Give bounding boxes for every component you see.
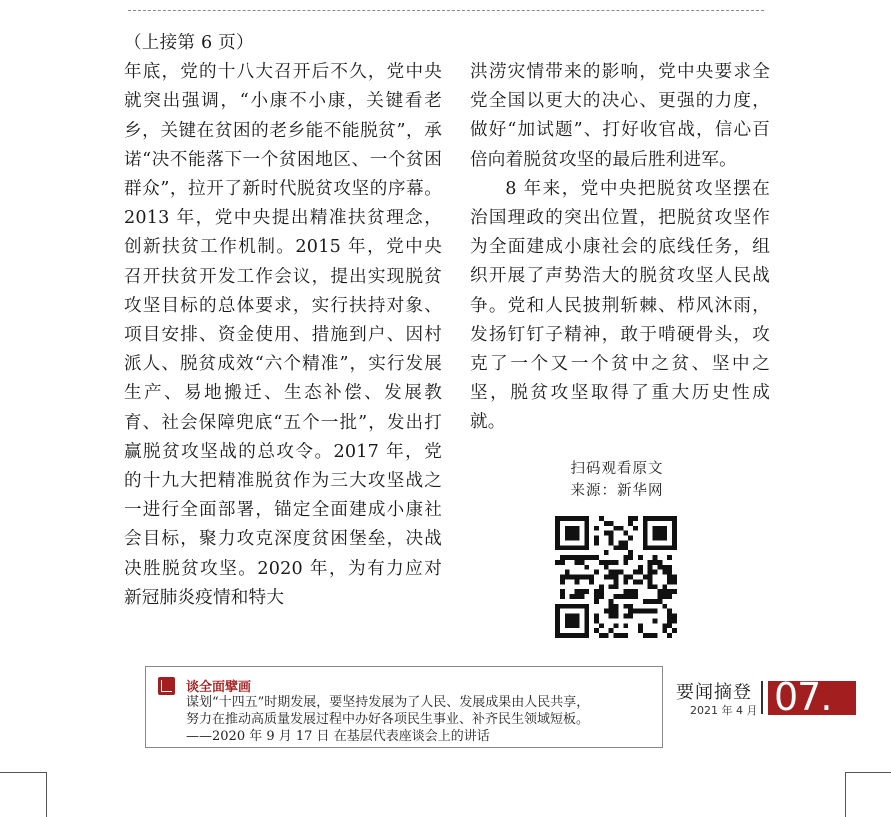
- quote-line-2: 努力在推动高质量发展过程中办好各项民生事业、补齐民生领域短板。: [186, 712, 590, 727]
- left-paragraph: 年底，党的十八大召开后不久，党中央就突出强调，“小康不小康，关键看老乡，关键在贫困的老乡能不能脱贫”，承诺“决不能落下一个贫困地区、一个贫困群众”，拉开了新时代脱贫攻坚的序幕。2013 年，党中央提出精准扶贫理念，创新扶贫工作机制。2015 年，党中央召开扶贫开发工作会议，提出实现脱贫攻坚目标的总体要求，实行扶持对象、项目安排、资金使用、措施到户、因村派人、脱贫成效“六个精准”，实行发展生产、易地搬迁、生态补偿、发展教育、社会保障兜底“五个一批”，发出打赢脱贫攻坚战的总攻令。2017 年，党的十九大把精准脱贫作为三大攻坚战之一进行全面部署，锚定全面建成小康社会目标，聚力攻克深度贫困堡垒，决战决胜脱贫攻坚。2020 年，为有力应对新冠肺炎疫情和特大: [124, 62, 442, 608]
- section-title: 要闻摘登: [676, 682, 752, 703]
- quote-box: [145, 666, 663, 748]
- crop-mark-right-v: [845, 772, 846, 817]
- quote-line-1: 谋划“十四五”时期发展，要坚持发展为了人民、发展成果由人民共享，: [186, 695, 590, 710]
- article-column-left: [124, 29, 442, 613]
- quote-heading: 谈全面擘画: [186, 680, 252, 695]
- right-paragraph-1: 洪涝灾情带来的影响，党中央要求全党全国以更大的决心、更强的力度，做好“加试题”、打好收官战，信心百倍向着脱贫攻坚的最后胜利进军。: [470, 62, 770, 170]
- continued-from-note: （上接第 6 页）: [124, 33, 254, 53]
- qr-code-icon[interactable]: [555, 516, 677, 638]
- section-divider: [761, 681, 763, 714]
- crop-mark-left-h: [0, 772, 46, 773]
- crop-mark-right-h: [845, 772, 891, 773]
- top-dashed-divider: [128, 10, 764, 11]
- crop-mark-left-v: [46, 772, 47, 817]
- qr-caption: [542, 458, 692, 502]
- page-number: 07.: [774, 675, 832, 719]
- qr-caption-line1: 扫码观看原文: [570, 461, 664, 477]
- issue-date: 2021 年 4 月: [690, 704, 758, 717]
- quote-text: [186, 694, 589, 745]
- right-paragraph-2: 8 年来，党中央把脱贫攻坚摆在治国理政的突出位置，把脱贫攻坚作为全面建成小康社会的底线任务，组织开展了声势浩大的脱贫攻坚人民战争。党和人民披荆斩棘、栉风沐雨，发扬钉钉子精神，敢于啃硬骨头，攻克了一个又一个贫中之贫、坚中之坚，脱贫攻坚取得了重大历史性成就。: [470, 178, 770, 433]
- article-column-right: [470, 58, 770, 438]
- book-icon: [158, 677, 175, 695]
- quote-line-3: ——2020 年 9 月 17 日 在基层代表座谈会上的讲话: [186, 729, 490, 744]
- qr-caption-line2: 来源：新华网: [570, 483, 664, 499]
